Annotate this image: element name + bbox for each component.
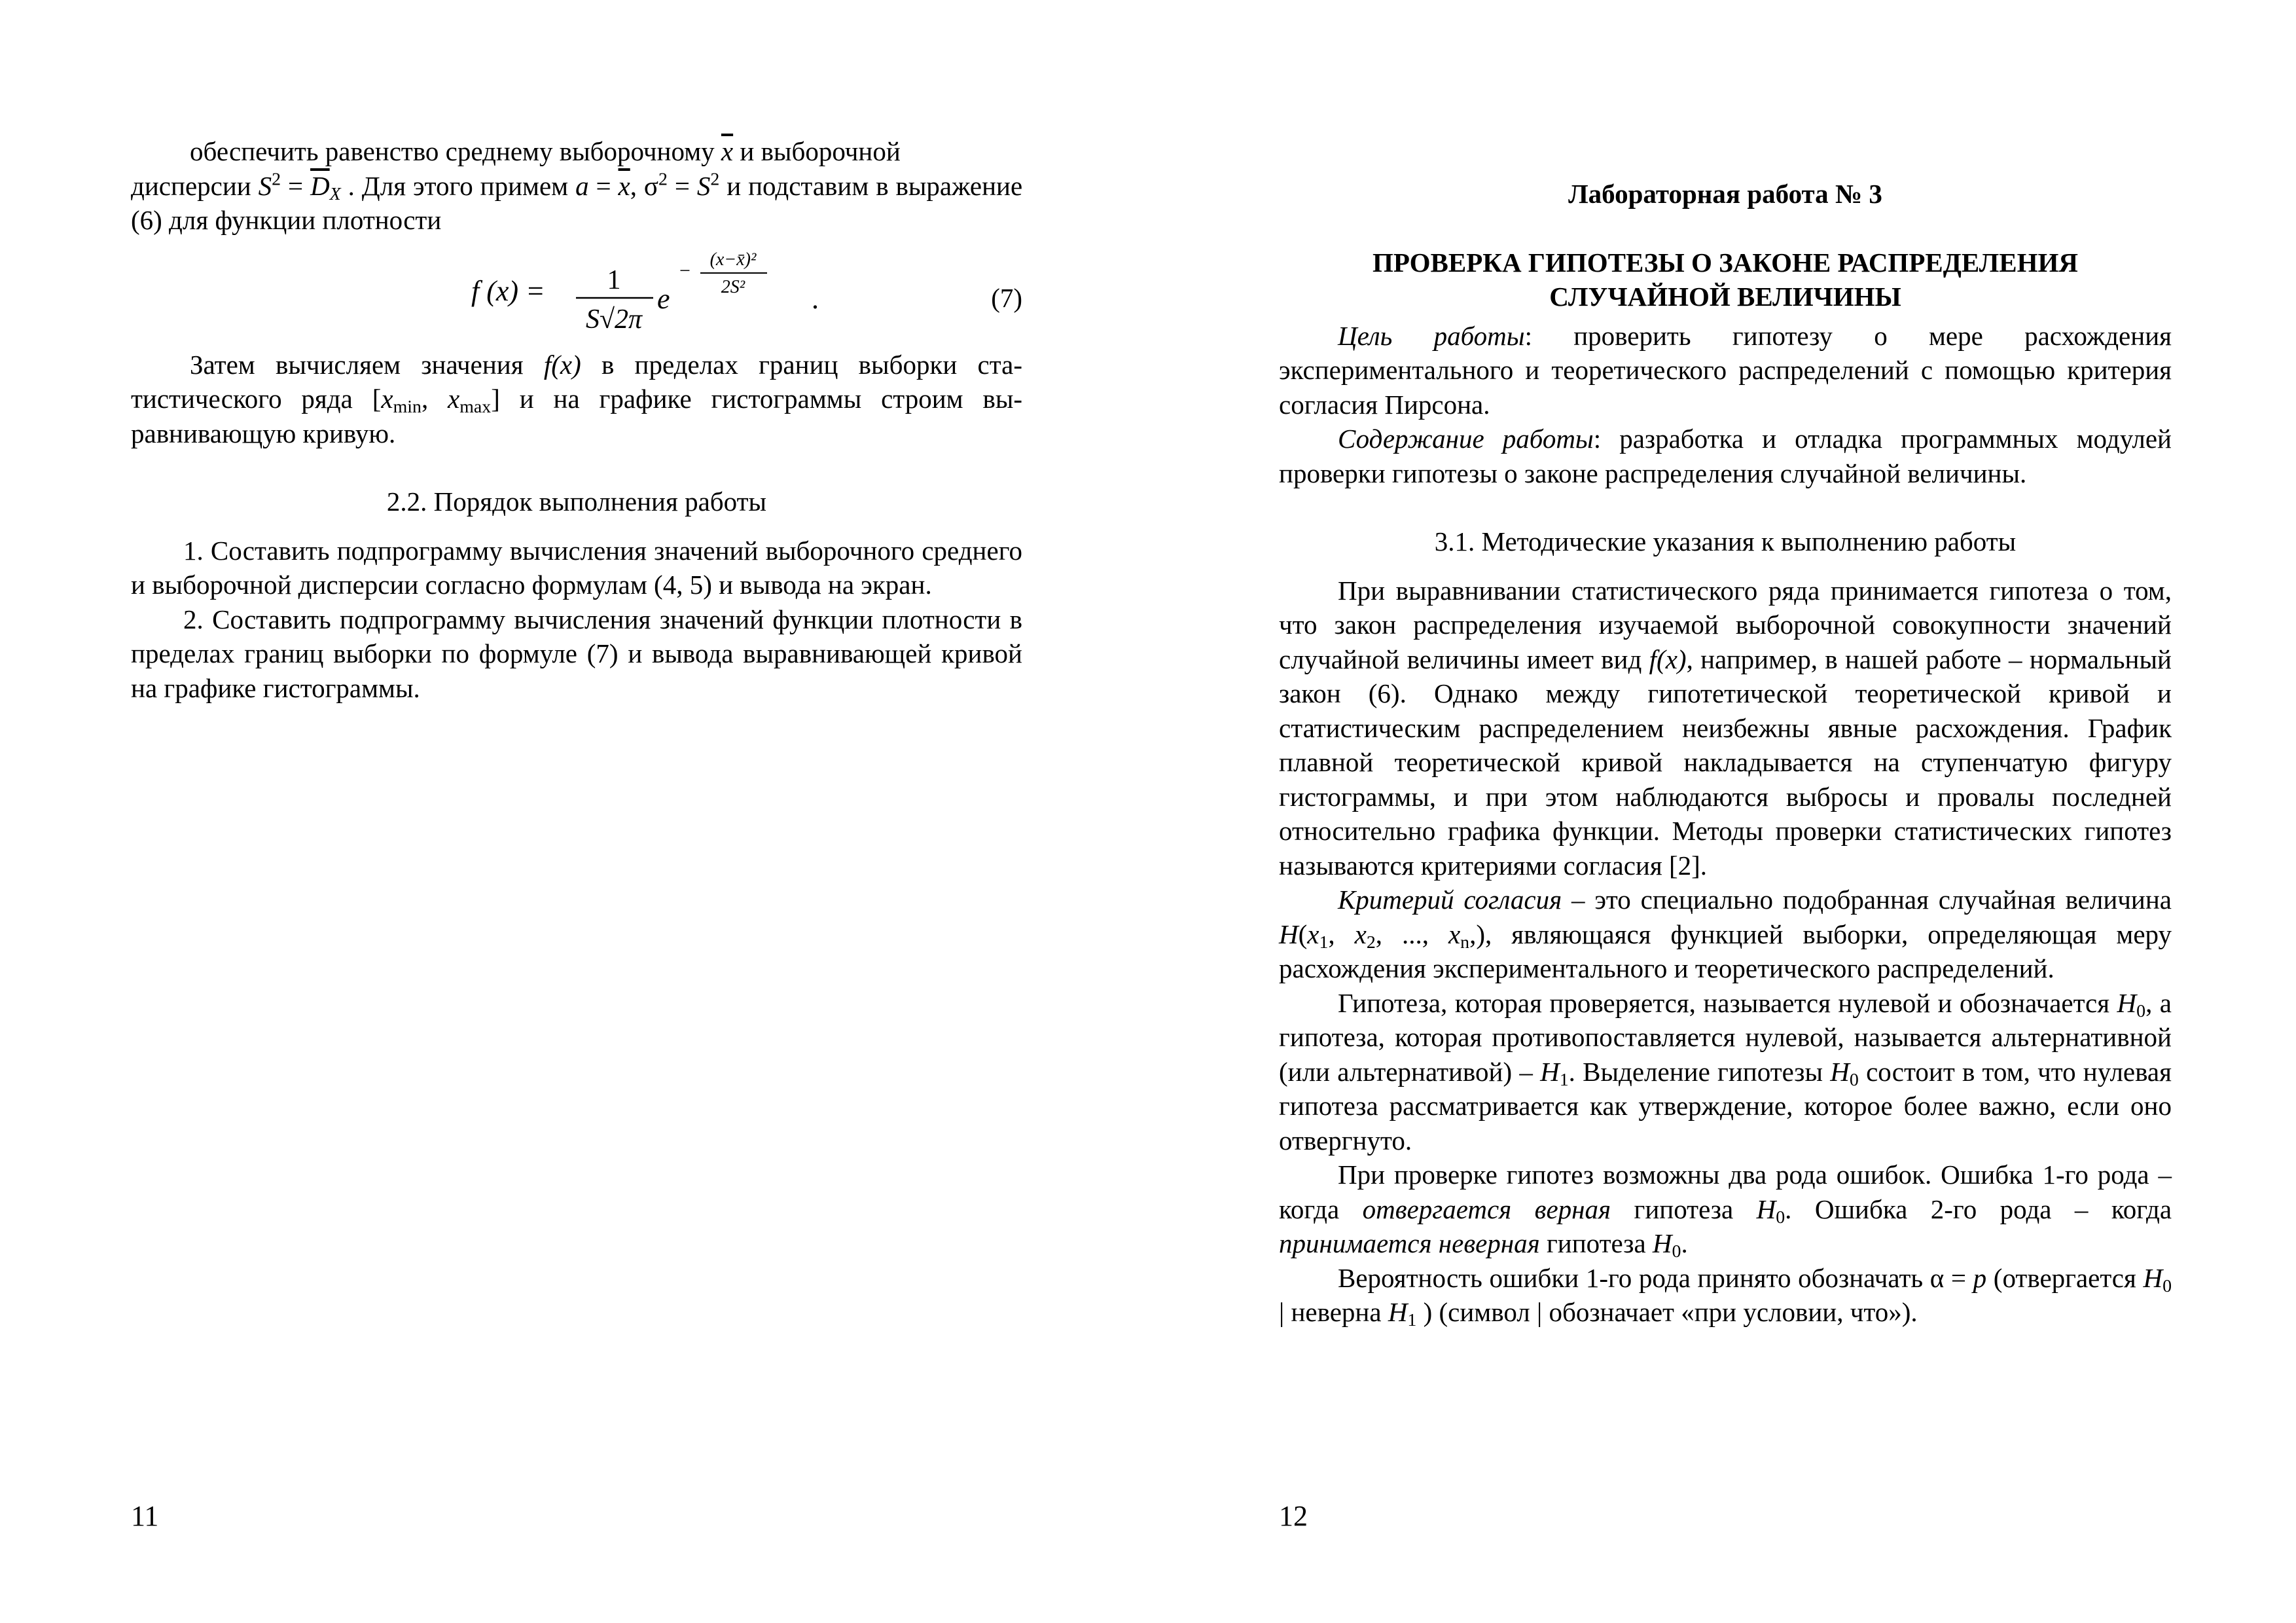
formula-trail: . — [812, 282, 819, 315]
text: = — [596, 170, 611, 201]
subscript: 0 — [1776, 1207, 1785, 1228]
x-symbol: x — [381, 384, 393, 414]
text: ,) — [1469, 919, 1485, 949]
xbar-symbol: $\overline{x}$ — [721, 136, 734, 166]
lab-title: Лабораторная работа № 3 — [1568, 179, 1882, 209]
text: . Выделение гипотезы — [1568, 1056, 1823, 1087]
page-number-right: 12 — [1279, 1500, 1308, 1532]
x-symbol: x — [1448, 919, 1461, 949]
a-symbol: a — [575, 170, 589, 201]
s-symbol: S — [696, 170, 711, 201]
text: ( — [1298, 919, 1308, 949]
emphasis: отвергается верная — [1362, 1194, 1611, 1224]
h-symbol: H — [1830, 1056, 1850, 1087]
text: Затем вычисляем значения — [190, 349, 524, 380]
h-symbol: H — [2143, 1262, 2163, 1293]
main-title-line1: ПРОВЕРКА ГИПОТЕЗЫ О ЗАКОНЕ РАСПРЕДЕЛЕНИЯ — [1372, 247, 2079, 278]
text: . — [1681, 1228, 1688, 1258]
text: , являющаяся функцией выборки, определяющая меру расхождения экспериментального и теоретического распределений. — [1279, 919, 2172, 983]
main-title-line2: СЛУЧАЙНОЙ ВЕЛИЧИНЫ — [1549, 281, 1901, 312]
text: : разработка и отладка программных модулей проверки гипотезы о законе распределения случайной величины. — [1279, 424, 2172, 488]
text: : проверить гипотезу о мере расхождения экспериментального и теоретического распределений с помощью критерия согласия Пирсона. — [1279, 320, 2172, 420]
x-symbol: x — [1354, 919, 1367, 949]
text: в пределах границ выборки ста- — [601, 349, 1023, 380]
text: При проверке гипотез возможны два рода ошибок. Ошибка 1-го рода – когда — [1279, 1159, 2172, 1224]
h-symbol: H — [1756, 1194, 1776, 1224]
formula-exp-den: 2S² — [721, 276, 745, 297]
text: обеспечить равенство среднему выборочному — [190, 136, 715, 166]
text: , ..., — [1375, 919, 1448, 949]
text: , — [1328, 919, 1355, 949]
text: , а гипотеза, которая противопоставляется нулевой, называется альтернативной (или альтернативой) – — [1279, 987, 2172, 1087]
text: ] и на графике гистограммы строим вы- — [491, 384, 1023, 414]
section-title-3-1: 3.1. Методические указания к выполнению работы — [1434, 526, 2017, 556]
text: тистического ряда [ — [131, 384, 382, 414]
emphasis: принимается неверная — [1279, 1228, 1540, 1258]
text: , — [421, 384, 448, 414]
subscript: n — [1460, 932, 1470, 953]
formula-base: e — [657, 282, 670, 315]
sigma-symbol: , σ — [630, 170, 658, 201]
null-hypothesis-paragraph — [1279, 986, 2172, 1158]
list-item-2: 2. Составить подпрограмму вычисления значений функции плотности в пределах границ выборки по формуле (7) и вывода выравнивающей кривой на графике гистограммы. — [131, 604, 1022, 703]
text: . Для этого примем — [348, 170, 569, 201]
text: и выборочной — [740, 136, 901, 166]
formula-number: (7) — [991, 282, 1022, 313]
section-title-2-2: 2.2. Порядок выполнения работы — [386, 486, 767, 517]
text: Вероятность ошибки 1-го рода принято обозначать α = — [1338, 1262, 1966, 1293]
min-subscript: min — [393, 396, 422, 417]
criterion-paragraph — [1279, 883, 2172, 986]
h-symbol: H — [1388, 1297, 1408, 1327]
formula-exp-num: (x−x̄)² — [709, 249, 757, 270]
max-subscript: max — [459, 396, 492, 417]
left-text-column — [131, 134, 1022, 705]
list-item-1: 1. Составить подпрограмму вычисления значений выборочного среднего и выборочной дисперсии согласно формулам (4, 5) и вывода на экран. — [131, 535, 1022, 600]
d-symbol: $\overline{D}$ — [310, 170, 330, 201]
h-symbol: H — [2117, 987, 2137, 1018]
x-symbol: x — [1307, 919, 1319, 949]
subscript: 1 — [1407, 1309, 1417, 1330]
criterion-term: Критерий согласия — [1338, 884, 1562, 915]
probability-paragraph — [1279, 1261, 2172, 1330]
intro-paragraph-cont: дисперсии $S^2 = \overline{D}_X$ . Для этого примем $a = \overline{x}$, $\sigma^2 = S^2$ и подставим в выражение (6) для функции плотности — [131, 169, 1023, 235]
formula-denominator: S√2π — [585, 304, 643, 335]
subscript: 0 — [1672, 1241, 1681, 1262]
text: гипотеза — [1546, 1228, 1646, 1258]
goal-label: Цель работы — [1338, 320, 1525, 351]
text: = — [288, 170, 304, 201]
text: гипотеза — [1634, 1194, 1734, 1224]
right-text-column — [1279, 177, 2172, 1330]
x-subscript: X — [329, 183, 341, 204]
text: Гипотеза, которая проверяется, называется нулевой и обозначается — [1338, 987, 2110, 1018]
text: При выравнивании статистического ряда принимается гипотеза о том, что закон распределения изучаемой выборочной совокупности значений случайной величины имеет вид — [1279, 575, 2172, 674]
text: (отвергается — [1993, 1262, 2136, 1293]
intro-paragraph — [131, 134, 1022, 169]
h-symbol: H — [1652, 1228, 1672, 1258]
goal-paragraph — [1279, 319, 2172, 422]
text: равнивающую кривую. — [131, 418, 396, 448]
formula-7 — [131, 243, 1022, 348]
main-title — [1279, 246, 2172, 314]
content-paragraph — [1279, 422, 2172, 490]
p-symbol: p — [1973, 1262, 1987, 1293]
h-symbol: H — [1540, 1056, 1560, 1087]
text: . Ошибка 2-го рода – когда — [1785, 1194, 2172, 1224]
xbar-symbol: $\overline{x}$ — [618, 170, 630, 201]
text: , например, в нашей работе – нормальный закон (6). Однако между гипотетической теоретической кривой и статистическим распределением неизбежны явные расхождения. График плавной теоретической кривой накладывается на ступенчатую фигуру гистограммы, и при этом наблюдаются выбросы и провалы последней относительно графика функции. Методы проверки статистических гипотез называются критериями согласия [2]. — [1279, 644, 2172, 881]
subscript: 0 — [2162, 1275, 2172, 1296]
content-label: Содержание работы — [1338, 424, 1594, 454]
subscript: 1 — [1559, 1069, 1569, 1090]
subscript: 0 — [2136, 1000, 2146, 1021]
s-symbol: S — [258, 170, 272, 201]
text: и подставим в — [726, 170, 889, 201]
text: ) (символ | обозначает «при условии, что»). — [1423, 1297, 1918, 1327]
subscript: 2 — [1366, 932, 1376, 953]
fx-symbol: f(x) — [1649, 644, 1687, 674]
page-number-left: 11 — [131, 1500, 159, 1532]
density-formula — [471, 243, 877, 348]
text: выражение (6) для функции плотности — [131, 170, 1023, 235]
errors-paragraph — [1279, 1158, 2172, 1261]
x-symbol: x — [448, 384, 460, 414]
compute-paragraph — [131, 348, 1022, 451]
subscript: 1 — [1319, 932, 1329, 953]
text: = — [674, 170, 690, 201]
h-symbol: H — [1279, 919, 1299, 949]
formula-numerator: 1 — [607, 264, 621, 295]
text: – это специально подобранная случайная величина — [1571, 884, 2172, 915]
text: состоит в том, что нулевая гипотеза рассматривается как утверждение, которое более важно, если оно отвергнуто. — [1279, 1056, 2172, 1156]
text: | неверна — [1279, 1297, 1382, 1327]
text: дисперсии — [131, 170, 251, 201]
hypothesis-paragraph — [1279, 574, 2172, 883]
formula-lhs: f (x) = — [471, 274, 545, 307]
formula-exp-sign: − — [679, 259, 691, 282]
right-page — [1148, 0, 2296, 1623]
fx-symbol: f(x) — [543, 349, 581, 380]
subscript: 0 — [1849, 1069, 1859, 1090]
